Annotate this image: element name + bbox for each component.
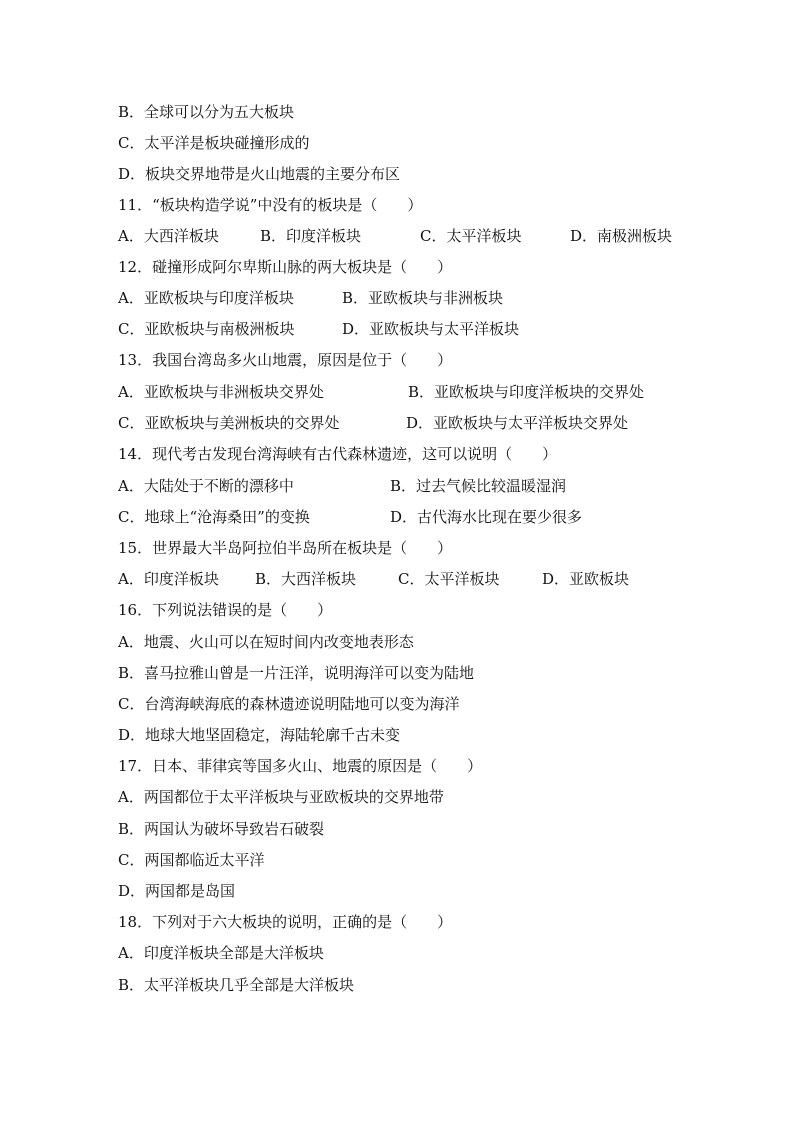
option-line: D．两国都是岛国 (118, 882, 236, 900)
option-a: A．亚欧板块与非洲板块交界处 (118, 383, 324, 401)
option-c: C．亚欧板块与美洲板块的交界处 (118, 414, 340, 432)
option-c: C．太平洋板块 (398, 570, 500, 588)
question-18: 18．下列对于六大板块的说明，正确的是（ ） (118, 913, 453, 931)
option-c: C．亚欧板块与南极洲板块 (118, 320, 295, 338)
options-row (118, 505, 583, 529)
question-12: 12．碰撞形成阿尔卑斯山脉的两大板块是（ ） (118, 258, 453, 276)
option-line: D．板块交界地带是火山地震的主要分布区 (118, 165, 401, 183)
options-row (118, 474, 567, 498)
options-row (118, 411, 629, 435)
option-b: B．大西洋板块 (255, 570, 357, 588)
option-a: A．大西洋板块 (118, 227, 219, 245)
option-d: D．古代海水比现在要少很多 (390, 508, 583, 526)
options-row (118, 286, 504, 310)
option-b: B．亚欧板块与印度洋板块的交界处 (408, 383, 645, 401)
option-line: A．地震、火山可以在短时间内改变地表形态 (118, 633, 414, 651)
option-b: B．过去气候比较温暖湿润 (390, 477, 567, 495)
option-d: D．亚欧板块与太平洋板块交界处 (406, 414, 629, 432)
question-11: 11．“板块构造学说”中没有的板块是（ ） (118, 196, 423, 214)
option-d: D．亚欧板块 (542, 570, 630, 588)
option-line: B．太平洋板块几乎全部是大洋板块 (118, 976, 355, 994)
option-a: A．印度洋板块 (118, 570, 219, 588)
option-line: A．印度洋板块全部是大洋板块 (118, 944, 324, 962)
option-line: B．喜马拉雅山曾是一片汪洋，说明海洋可以变为陆地 (118, 664, 475, 682)
option-line: A．两国都位于太平洋板块与亚欧板块的交界地带 (118, 788, 444, 806)
question-15: 15．世界最大半岛阿拉伯半岛所在板块是（ ） (118, 539, 453, 557)
option-line: D．地球大地坚固稳定，海陆轮廓千古未变 (118, 726, 401, 744)
option-c: C．太平洋板块 (420, 227, 522, 245)
options-row (118, 317, 520, 341)
options-row (118, 380, 645, 404)
option-a: A．亚欧板块与印度洋板块 (118, 289, 294, 307)
question-16: 16．下列说法错误的是（ ） (118, 601, 333, 619)
option-b: B．印度洋板块 (260, 227, 362, 245)
option-line: C．台湾海峡海底的森林遗迹说明陆地可以变为海洋 (118, 695, 460, 713)
option-d: D．亚欧板块与太平洋板块 (342, 320, 520, 338)
option-b: B．亚欧板块与非洲板块 (342, 289, 504, 307)
question-14: 14．现代考古发现台湾海峡有古代森林遗迹，这可以说明（ ） (118, 445, 558, 463)
option-c: C．地球上“沧海桑田”的变换 (118, 508, 310, 526)
question-13: 13．我国台湾岛多火山地震，原因是位于（ ） (118, 351, 453, 369)
question-17: 17．日本、菲律宾等国多火山、地震的原因是（ ） (118, 757, 483, 775)
options-row (118, 224, 673, 248)
option-d: D．南极洲板块 (570, 227, 673, 245)
option-line: C．两国都临近太平洋 (118, 851, 265, 869)
options-row (118, 567, 630, 591)
option-a: A．大陆处于不断的漂移中 (118, 477, 294, 495)
option-line: B．全球可以分为五大板块 (118, 103, 295, 121)
option-line: B．两国认为破坏导致岩石破裂 (118, 820, 325, 838)
option-line: C．太平洋是板块碰撞形成的 (118, 134, 310, 152)
